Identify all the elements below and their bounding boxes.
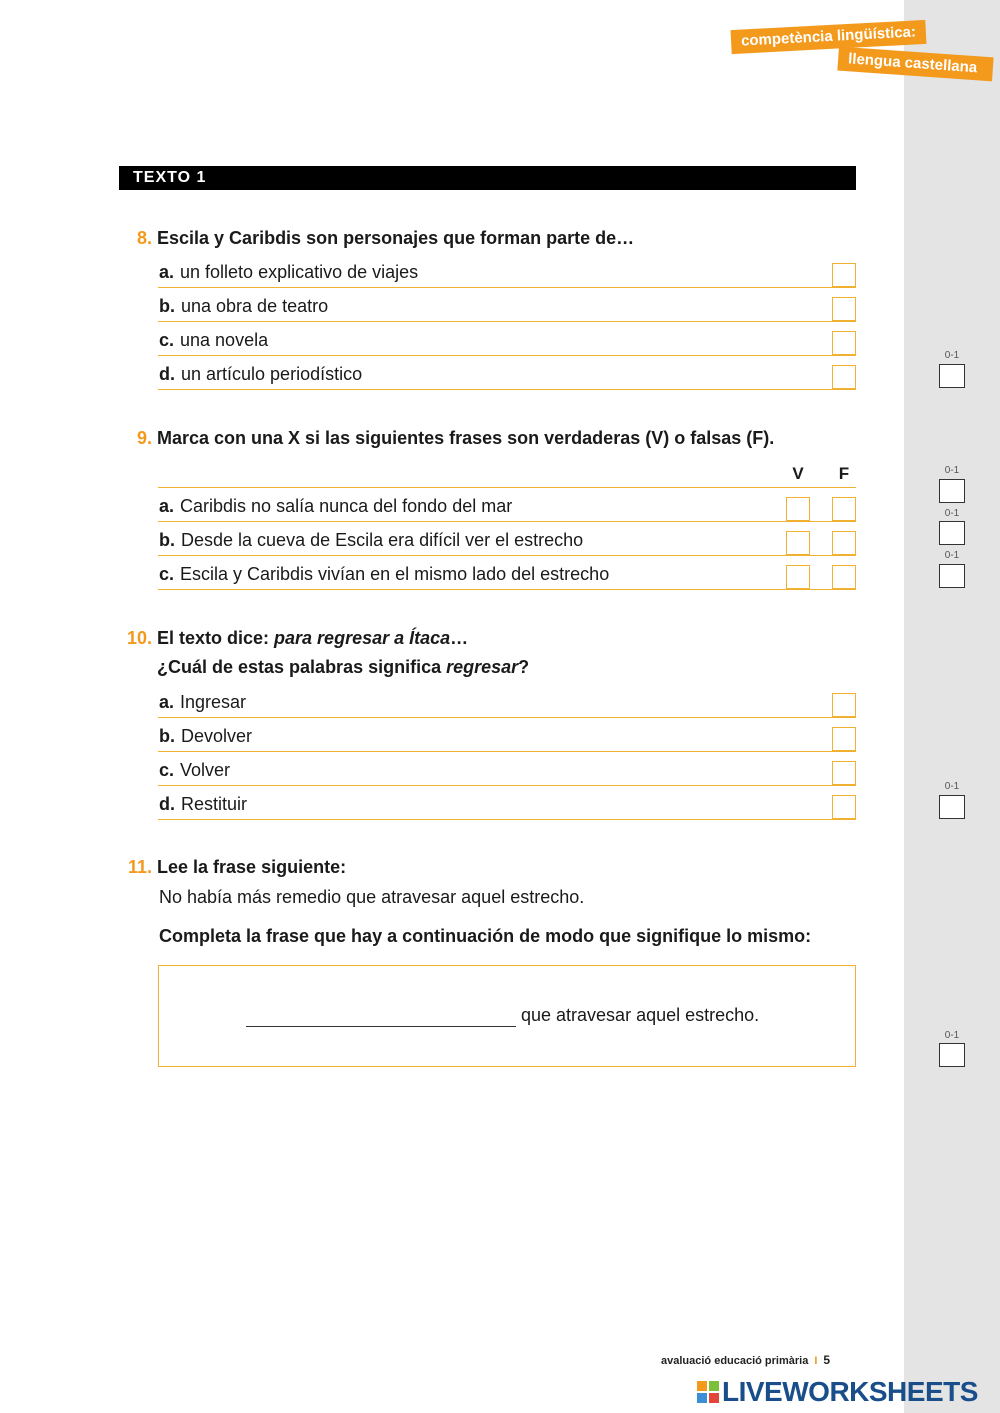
- page-footer: [661, 1353, 830, 1367]
- q9b-score-label: 0-1: [944, 508, 960, 519]
- statement-letter: b.: [159, 530, 175, 550]
- question-9-number: 9.: [136, 428, 152, 448]
- q10-line1-suffix: …: [450, 628, 469, 648]
- question-11-number: 11.: [127, 857, 152, 877]
- q10-line1-quote: para regresar a Ítaca: [274, 628, 451, 648]
- q11-score-label: 0-1: [944, 1030, 960, 1041]
- q9-a-false-checkbox[interactable]: [832, 497, 856, 521]
- q9b-score-box[interactable]: [939, 521, 965, 545]
- q9c-score-label: 0-1: [944, 550, 960, 561]
- q8-option-d: [158, 355, 856, 390]
- option-text: Ingresar: [180, 692, 247, 712]
- question-8-text: Escila y Caribdis son personajes que forman parte de…: [157, 228, 635, 248]
- question-10-line1: [157, 628, 468, 649]
- option-text: una obra de teatro: [181, 296, 329, 316]
- q8-option-b: [158, 287, 856, 322]
- q9-c-true-checkbox[interactable]: [786, 565, 810, 589]
- liveworksheets-icon: [697, 1381, 719, 1403]
- q10-option-c-checkbox[interactable]: [832, 761, 856, 785]
- option-letter: d.: [159, 364, 175, 384]
- q11-blank-input[interactable]: [246, 1026, 516, 1027]
- question-10-line2: [157, 657, 529, 678]
- brand-text: LIVEWORKSHEETS: [722, 1376, 978, 1407]
- statement-letter: a.: [159, 496, 175, 516]
- q11-completion-text: que atravesar aquel estrecho.: [521, 1005, 760, 1025]
- q10-option-d: [158, 785, 856, 820]
- q9-statement-c: [158, 555, 856, 590]
- statement-text: Desde la cueva de Escila era difícil ver el estrecho: [181, 530, 584, 550]
- liveworksheets-logo: [697, 1376, 978, 1408]
- option-letter: a.: [159, 262, 175, 282]
- q10-option-a-checkbox[interactable]: [832, 693, 856, 717]
- q8-option-a: [158, 253, 856, 288]
- q8-option-b-checkbox[interactable]: [832, 297, 856, 321]
- statement-text: Caribdis no salía nunca del fondo del mar: [180, 496, 513, 516]
- subject-tag-line2: llengua castellana: [837, 47, 994, 82]
- section-title: TEXTO 1: [133, 169, 207, 186]
- option-text: un artículo periodístico: [181, 364, 363, 384]
- q10-line2-suffix: ?: [518, 657, 530, 677]
- option-letter: a.: [159, 692, 175, 712]
- subject-tag-line1: competència lingüística:: [731, 20, 927, 54]
- score-sidebar: [904, 0, 1000, 1413]
- option-text: Volver: [180, 760, 231, 780]
- q9c-score-box[interactable]: [939, 564, 965, 588]
- q9-statement-a: [158, 487, 856, 522]
- question-9-text: Marca con una X si las siguientes frases son verdaderas (V) o falsas (F).: [157, 428, 775, 448]
- option-text: Restituir: [181, 794, 248, 814]
- q9-b-true-checkbox[interactable]: [786, 531, 810, 555]
- section-title-bar: [119, 166, 856, 190]
- q9a-score-label: 0-1: [944, 465, 960, 476]
- q8-option-c: [158, 321, 856, 356]
- option-letter: b.: [159, 726, 175, 746]
- q8-option-c-checkbox[interactable]: [832, 331, 856, 355]
- option-letter: c.: [159, 330, 175, 350]
- option-text: un folleto explicativo de viajes: [180, 262, 419, 282]
- q10-option-b: [158, 717, 856, 752]
- option-text: una novela: [180, 330, 269, 350]
- q8-score-box[interactable]: [939, 364, 965, 388]
- q10-option-d-checkbox[interactable]: [832, 795, 856, 819]
- q9-a-true-checkbox[interactable]: [786, 497, 810, 521]
- option-text: Devolver: [181, 726, 253, 746]
- footer-separator: I: [814, 1355, 818, 1367]
- option-letter: b.: [159, 296, 175, 316]
- q9-b-false-checkbox[interactable]: [832, 531, 856, 555]
- page-number: 5: [823, 1353, 831, 1367]
- q9a-score-box[interactable]: [939, 479, 965, 503]
- q10-line2-prefix: ¿Cuál de estas palabras significa: [157, 657, 447, 677]
- q8-option-d-checkbox[interactable]: [832, 365, 856, 389]
- q9-header-row: [158, 453, 856, 488]
- q10-score-label: 0-1: [944, 781, 960, 792]
- q10-option-b-checkbox[interactable]: [832, 727, 856, 751]
- q10-line2-word: regresar: [446, 657, 519, 677]
- question-10-number: 10.: [126, 628, 152, 648]
- q9-statement-b: [158, 521, 856, 556]
- q11-score-box[interactable]: [939, 1043, 965, 1067]
- q8-option-a-checkbox[interactable]: [832, 263, 856, 287]
- q10-score-box[interactable]: [939, 795, 965, 819]
- q8-score-label: 0-1: [944, 350, 960, 361]
- option-letter: d.: [159, 794, 175, 814]
- column-f-label: F: [838, 464, 850, 483]
- q10-option-a: [158, 683, 856, 718]
- option-letter: c.: [159, 760, 175, 780]
- question-11-text: Lee la frase siguiente:: [157, 857, 347, 877]
- column-v-label: V: [792, 464, 804, 483]
- question-8-number: 8.: [136, 228, 152, 248]
- footer-text: avaluació educació primària: [661, 1355, 809, 1367]
- q9-c-false-checkbox[interactable]: [832, 565, 856, 589]
- q10-line1-prefix: El texto dice:: [157, 628, 275, 648]
- question-11-instruction: Completa la frase que hay a continuación de modo que signifique lo mismo:: [159, 926, 812, 946]
- q10-option-c: [158, 751, 856, 786]
- question-11-sentence: No había más remedio que atravesar aquel estrecho.: [159, 887, 585, 907]
- statement-letter: c.: [159, 564, 175, 584]
- statement-text: Escila y Caribdis vivían en el mismo lado del estrecho: [180, 564, 610, 584]
